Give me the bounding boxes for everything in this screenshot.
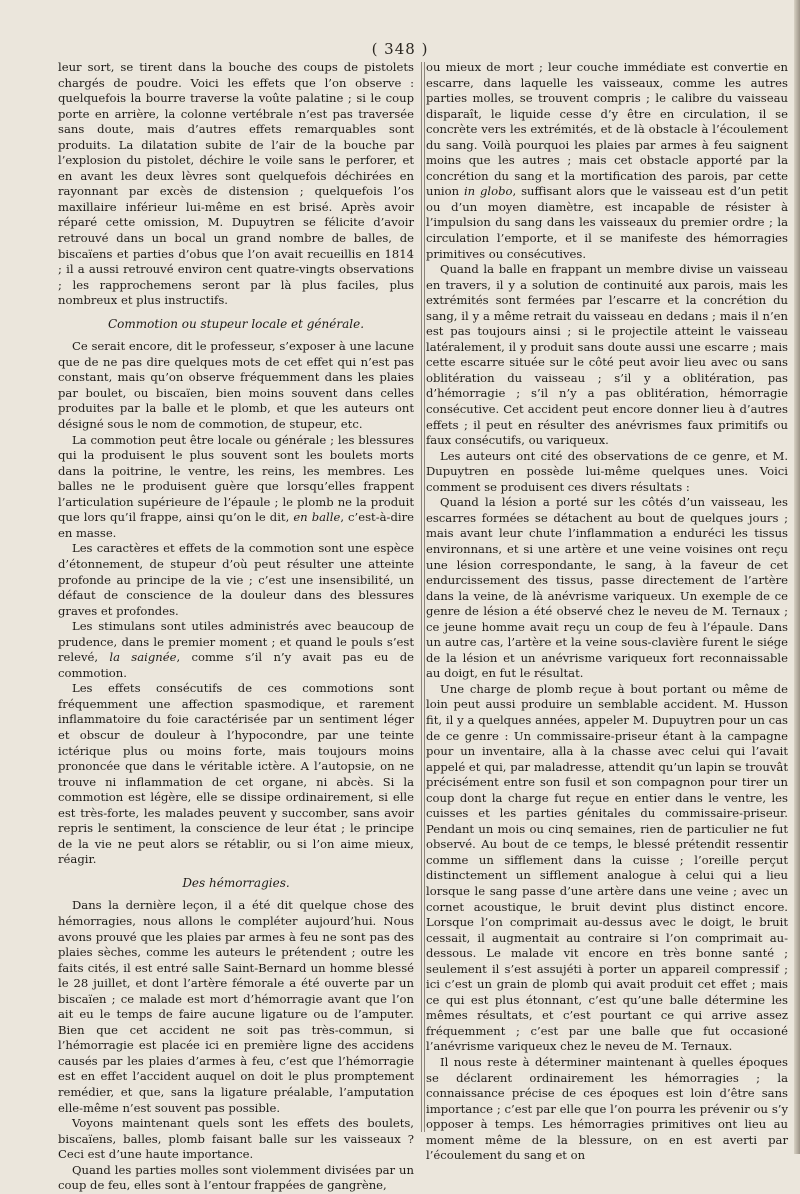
column-divider xyxy=(421,62,422,1132)
section-heading: Commotion ou stupeur locale et générale. xyxy=(107,316,365,331)
paragraph: Les effets consécutifs de ces commotions sont fréquemment une affection spasmodique, et rarement inflammatoire du foie caractérisée par un sentiment léger et obscur de douleur à l’hypocondre, par une teinte ictérique plus ou moins forte, mais toujours moins prononcée que dans le véritable ictère. A l’autopsie, on ne trouve ni inflammation de cet organe, ni abcès. Si la commotion est légère, elle se dissipe ordinairement, si elle est très-forte, les malades peuvent y succomber, sans avoir repris le sentiment, la conscience de leur état ; le principe de la vie ne peut alors se rétablir, ou si l’on aime mieux, réagir. xyxy=(58,681,414,867)
italic-term: en balle xyxy=(293,510,341,525)
paragraph: Les auteurs ont cité des observations de ce genre, et M. Dupuytren en possède lui-même quelques unes. Voici comment se produisent ces divers résultats : xyxy=(426,448,788,494)
page-edge xyxy=(794,0,800,1154)
paragraph: Ce serait encore, dit le professeur, s’exposer à une lacune que de ne pas dire quelques mots de cet effet qui n’est pas constant, mais qu’on observe fréquemment dans les plaies par boulet, ou biscaïen, bien moins souvent dans celles produites par la balle et le plomb, et que les auteurs ont désigné sous le nom de commotion, de stupeur, etc. xyxy=(58,339,414,432)
left-column xyxy=(58,60,414,1194)
paragraph xyxy=(426,60,788,262)
paragraph: Voyons maintenant quels sont les effets des boulets, biscaïens, balles, plomb faisant balle sur les vaisseaux ? Ceci est d’une haute importance. xyxy=(58,1116,414,1162)
paragraph xyxy=(58,619,414,681)
text-run: , comme s’il n’y avait pas eu de commotion. xyxy=(58,650,414,680)
paragraph: Une charge de plomb reçue à bout portant ou même de loin peut aussi produire un semblable accident. M. Husson fit, il y a quelques années, appeler M. Dupuytren pour un cas de ce genre : Un commissaire-priseur étant à la campagne pour un inventaire, alla à la chasse avec celui qui l’avait appelé et qui, par maladresse, attendit qu’un lapin se trouvât précisément entre son fusil et son compagnon pour tirer un coup dont la charge fut reçue en entier dans le ventre, les cuisses et les parties génitales du commissaire-priseur. Pendant un mois ou cinq semaines, rien de particulier ne fut observé. Au bout de ce temps, le blessé prétendit ressentir comme un sifflement dans la cuisse ; l’oreille perçut distinctement un sifflement analogue à celui qui a lieu lorsque le sang passe d’une artère dans une veine ; avec un cornet acoustique, le bruit devint plus distinct encore. Lorsque l’on comprimait au-dessus avec le doigt, le bruit cessait, il augmentait au contraire si l’on comprimait au-dessous. Le malade vit encore en très bonne santé ; seulement il s’est assujéti à porter un appareil compressif ; ici c’est un grain de plomb qui avait produit cet effet ; mais ce qui est plus étonnant, c’est qu’une balle détermine les mêmes résultats, et c’est pourtant ce qui arrive assez fréquemment ; c’est par une balle que fut occasioné l’anévrisme variqueux chez le neveu de M. Ternaux. xyxy=(426,681,788,1054)
paragraph: Quand les parties molles sont violemment divisées par un coup de feu, elles sont à l’entour frappées de gangrène, xyxy=(58,1162,414,1193)
italic-term: in globo xyxy=(463,184,513,199)
text-run: La commotion peut être locale ou générale ; les blessures qui la produisent le plus souvent sont les boulets morts dans la poitrine, le ventre, les reins, les membres. Les balles ne le produisent guère que lorsqu’elles frappent l’articulation supérieure de l’épaule ; le plomb ne la produit que lors qu’il frappe, ainsi qu’on le dit, xyxy=(58,432,414,525)
text-run: Les stimulans sont utiles administrés avec beaucoup de prudence, dans le premier moment ; et quand le pouls s’est relevé, xyxy=(58,619,414,665)
right-column xyxy=(426,60,788,1164)
paragraph: Dans la dernière leçon, il a été dit quelque chose des hémorragies, nous allons le compléter aujourd’hui. Nous avons prouvé que les plaies par armes à feu ne sont pas des plaies sèches, comme les auteurs le prétendent ; outre les faits cités, il est entré salle Saint-Bernard un homme blessé le 28 juillet, et dont l’artère fémorale a été ouverte par un biscaïen ; ce malade est mort d’hémorragie avant que l’on ait eu le temps de faire aucune ligature ou de l’amputer. Bien que cet accident ne soit pas très-commun, si l’hémorragie est placée ici en première ligne des accidens causés par les plaies d’armes à feu, c’est que l’hémorragie est en effet l’accident auquel on doit le plus promptement remédier, et que, sans la ligature préalable, l’amputation elle-même n’est souvent pas possible. xyxy=(58,898,414,1115)
text-run: ou mieux de mort ; leur couche immédiate est convertie en escarre, dans laquelle les vaisseaux, comme les autres parties molles, se trouvent compris ; le calibre du vaisseau disparaît, le liquide cesse d’y être en circulation, il se concrète vers les extrémités, et de là obstacle à l’écoulement du sang. Voilà pourquoi les plaies par armes à feu saignent moins que les autres ; mais cet obstacle apporté par la concrétion du sang et la mortification des parois, par cette union xyxy=(426,60,788,199)
column-divider xyxy=(424,62,425,1132)
paragraph: Quand la balle en frappant un membre divise un vaisseau en travers, il y a solution de continuité aux parois, mais les extrémités sont fermées par l’escarre et la concrétion du sang, il y a même retrait du vaisseau en dedans ; mais il n’en est pas toujours ainsi ; si le projectile atteint le vaisseau latéralement, il y produit sans doute aussi une escarre ; mais cette escarre située sur le côté peut avoir lieu avec ou sans oblitération du vaisseau ; s’il y a oblitération, pas d’hémorragie ; s’il n’y a pas oblitération, hémorragie consécutive. Cet accident peut encore donner lieu à d’autres effets ; il peut en résulter des anévrismes faux primitifs ou faux consécutifs, ou variqueux. xyxy=(426,262,788,448)
paragraph: Il nous reste à déterminer maintenant à quelles époques se déclarent ordinairement les hémorragies ; la connaissance précise de ces époques est loin d’être sans importance ; c’est par elle que l’on pourra les prévenir ou s’y opposer à temps. Les hémorragies primitives ont lieu au moment même de la blessure, on en est averti par l’écoulement du sang et on xyxy=(426,1055,788,1163)
italic-term: la saignée xyxy=(109,650,177,665)
text-run: , c’est-à-dire en masse. xyxy=(58,510,414,540)
paragraph: leur sort, se tirent dans la bouche des coups de pistolets chargés de poudre. Voici les effets que l’on observe : quelquefois la bourre traverse la voûte palatine ; si le coup porte en arrière, la colonne vertébrale n’est pas traversée sans doute, mais d’autres effets remarquables sont produits. La dilatation subite de l’air de la bouche par l’explosion du pistolet, déchire le voile sans le perforer, et en avant les deux lèvres sont quelquefois déchirées en rayonnant par excès de distension ; quelquefois l’os maxillaire inférieur lui-même en est brisé. Après avoir réparé cette omission, M. Dupuytren se félicite d’avoir retrouvé dans un bocal un grand nombre de balles, de biscaïens et parties d’obus que l’on avait recueillis en 1814 ; il a aussi retrouvé environ cent quatre-vingts observations ; les rapprochemens seront par là plus faciles, plus nombreux et plus instructifs. xyxy=(58,60,414,308)
section-heading: Des hémorragies. xyxy=(182,875,290,890)
paragraph: Les caractères et effets de la commotion sont une espèce d’étonnement, de stupeur d’où peut résulter une atteinte profonde au principe de la vie ; c’est une insensibilité, un défaut de conscience de la douleur dans des blessures graves et profondes. xyxy=(58,541,414,618)
text-run: , suffisant alors que le vaisseau est d’un petit ou d’un moyen diamètre, est incapable de résister à l’impulsion du sang dans les vaisseaux du premier ordre ; la circulation l’emporte, et il se manifeste des hémorragies primitives ou consécutives. xyxy=(426,184,788,261)
page-number: ( 348 ) xyxy=(371,40,429,58)
paragraph: Quand la lésion a porté sur les côtés d’un vaisseau, les escarres formées se détachent au bout de quelques jours ; mais avant leur chute l’inflammation a enduréci les tissus environnans, et si une artère et une veine voisines ont reçu une lésion correspondante, le sang, à la faveur de cet endurcissement des tissus, passe directement de l’artère dans la veine, de là anévrisme variqueux. Un exemple de ce genre de lésion a été observé chez le neveu de M. Ternaux ; ce jeune homme avait reçu un coup de feu à l’épaule. Dans un autre cas, l’artère et la veine sous-clavière furent le siége de la lésion et un anévrisme variqueux fort reconnaissable au doigt, en fut le résultat. xyxy=(426,495,788,681)
paragraph xyxy=(58,433,414,542)
